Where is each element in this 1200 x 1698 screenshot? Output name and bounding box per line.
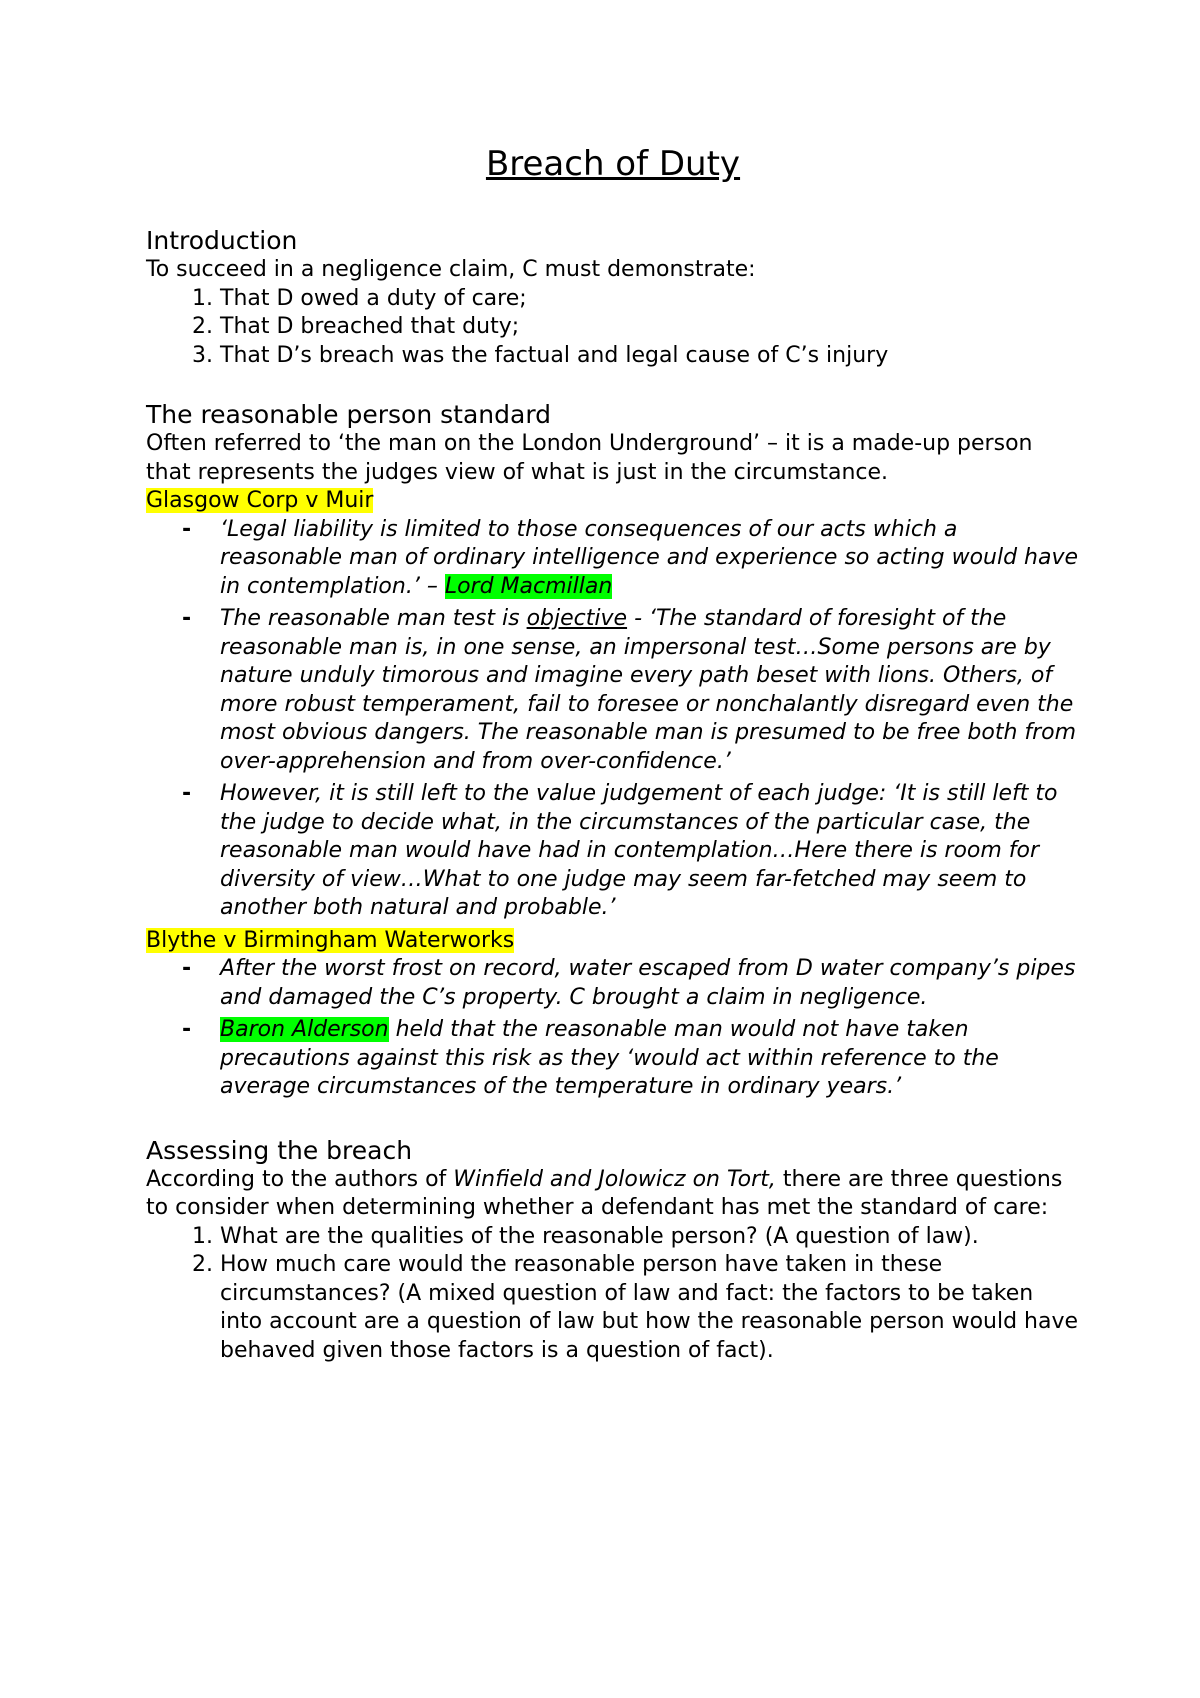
dash-bullet: -: [182, 956, 192, 981]
section-heading-reasonable-person: The reasonable person standard: [146, 400, 552, 429]
list-item: 2. How much care would the reasonable person have taken in these circumstances? (A mixed question of law and fact: the factors to be taken into account are a question of law but how the reasonable person would have behaved given those factors is a question of fact).: [220, 1251, 1080, 1365]
list-item: - After the worst frost on record, water escaped from D water company’s pipes and damaged the C’s property. C brought a claim in negligence.: [182, 956, 1076, 1010]
blythe-bullets: [146, 955, 1080, 1102]
case-highlight: Glasgow Corp v Muir: [146, 488, 374, 513]
list-item: 3. That D’s breach was the factual and legal cause of C’s injury: [220, 342, 1080, 371]
glasgow-bullets: [146, 516, 1080, 923]
case-name-glasgow: [146, 487, 1080, 516]
intro-lead: To succeed in a negligence claim, C must demonstrate:: [146, 257, 756, 282]
section-heading-introduction: Introduction: [146, 226, 298, 255]
underlined-term: objective: [526, 606, 628, 631]
list-item: 2. That D breached that duty;: [220, 313, 1080, 342]
list-item: - ‘Legal liability is limited to those consequences of our acts which a reasonable man of ordinary intelligence and experience so acting would have in contemplation.’ – Lord Macmillan: [182, 516, 1079, 599]
dash-bullet: -: [182, 781, 192, 806]
dash-bullet: -: [182, 1017, 192, 1042]
book-title: Winfield and Jolowicz on Tort,: [453, 1166, 776, 1192]
intro-list: [146, 285, 1080, 371]
list-item: - Baron Alderson held that the reasonable man would not have taken precautions against this risk as they ‘would act within reference to the average circumstances of the temperature in ordinary years.’: [182, 1017, 999, 1099]
assess-lead: According to the authors of Winfield and Jolowicz on Tort, there are three questions to consider when determining whether a defendant has met the standard of care:: [146, 1166, 1063, 1220]
page-title: Breach of Duty: [485, 144, 741, 184]
list-item: - The reasonable man test is objective - ‘The standard of foresight of the reasonable man is, in one sense, an impersonal test…Some persons are by nature unduly timorous and imagine every path beset with lions. Others, of more robust temperament, fail to foresee or nonchalantly disregard even the most obvious dangers. The reasonable man is presumed to be free both from over-apprehension and from over-confidence.’: [182, 606, 1077, 774]
list-item: - However, it is still left to the value judgement of each judge: ‘It is still left to the judge to decide what, in the circumstances of the particular case, the reasonable man would have had in contemplation…Here there is room for diversity of view…What to one judge may seem far-fetched may seem to another both natural and probable.’: [182, 781, 1058, 920]
standard-lead: Often referred to ‘the man on the London Underground’ – it is a made-up person that represents the judges view of what is just in the circumstance.: [146, 431, 1033, 485]
list-item: 1. What are the qualities of the reasonable person? (A question of law).: [220, 1223, 1080, 1252]
list-item: 1. That D owed a duty of care;: [220, 285, 1080, 314]
dash-bullet: -: [182, 516, 192, 542]
section-heading-assessing: Assessing the breach: [146, 1135, 413, 1165]
judge-highlight: Lord Macmillan: [444, 573, 613, 599]
assess-list: [146, 1223, 1080, 1366]
judge-highlight: Baron Alderson: [220, 1017, 389, 1042]
case-name-blythe: [146, 927, 1080, 956]
dash-bullet: -: [182, 606, 192, 631]
case-highlight: Blythe v Birmingham Waterworks: [146, 927, 515, 953]
